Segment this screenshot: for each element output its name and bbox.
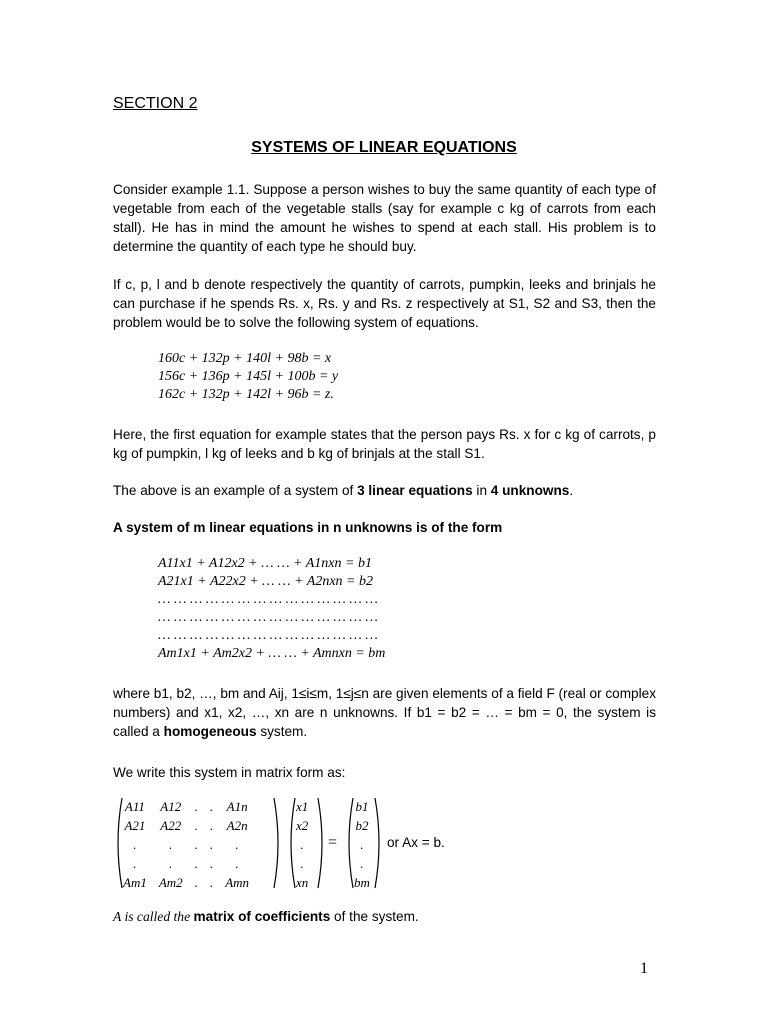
matrix-entry: .	[360, 836, 364, 852]
paragraph-where: where b1, b2, …, bm and Aij, 1≤i≤m, 1≤j≤n are given elements of a field F (real or complex numbers) and x1, x2, …, xn are n unknowns. If b1 = b2 = … = bm = 0, the system is called a homogeneous system.	[113, 686, 656, 739]
paragraph-matrix-form: We write this system in matrix form as:	[113, 765, 346, 780]
system-line: … … … … … … … … … … … … … …	[158, 628, 378, 643]
matrix-entry: A21	[124, 817, 146, 833]
matrix-entry: .	[209, 798, 214, 814]
constants-vector	[348, 797, 376, 892]
matrix-entry: .	[300, 836, 304, 852]
matrix-entry: A1n	[226, 798, 248, 814]
example-equations	[158, 350, 338, 404]
matrix-entry: .	[360, 855, 364, 871]
matrix-entry: Am2	[158, 874, 183, 890]
matrix-entry: b1	[355, 798, 369, 814]
equation-line: 160c + 132p + 140l + 98b = x	[158, 351, 332, 366]
matrix-entry: .	[209, 817, 214, 833]
paragraph-coefficients: A is called the matrix of coefficients of the system.	[113, 909, 419, 924]
matrix-entry: x2	[296, 817, 309, 833]
system-line: A11x1 + A12x2 + … … + A1nxn = b1	[158, 556, 372, 571]
matrix-entry: .	[235, 855, 239, 871]
equation-line: 162c + 132p + 142l + 96b = z.	[158, 387, 334, 402]
system-line: A21x1 + A22x2 + … … + A2nxn = b2	[158, 574, 373, 589]
matrix-entry: .	[209, 855, 214, 871]
matrix-entry: .	[194, 817, 198, 833]
matrix-entry: .	[194, 855, 198, 871]
matrix-entry: b2	[355, 817, 369, 833]
paragraph-general-form: A system of m linear equations in n unknowns is of the form	[113, 520, 503, 535]
matrix-entry: .	[194, 798, 198, 814]
system-line: … … … … … … … … … … … … … …	[158, 610, 378, 625]
matrix-entry: xn	[296, 874, 309, 890]
matrix-entry: Am1	[123, 874, 147, 890]
matrix-entry: .	[169, 836, 173, 852]
matrix-short-form: or Ax = b.	[387, 835, 445, 850]
right-paren-icon	[273, 797, 283, 889]
system-line: Am1x1 + Am2x2 + … … + Amnxn = bm	[158, 646, 386, 661]
general-system	[158, 555, 385, 663]
page-title: SYSTEMS OF LINEAR EQUATIONS	[251, 139, 517, 156]
matrix-entry: .	[235, 836, 239, 852]
equals-sign: =	[328, 834, 338, 851]
paragraph-explanation: Here, the first equation for example states that the person pays Rs. x for c kg of carrots, p kg of pumpkin, l kg of leeks and b kg of brinjals at the stall S1.	[113, 427, 656, 461]
matrix-entry: A12	[160, 798, 182, 814]
equation-line: 156c + 136p + 145l + 100b = y	[158, 369, 339, 384]
matrix-entry: .	[133, 836, 137, 852]
matrix-entry: x1	[296, 798, 309, 814]
matrix-entry: .	[209, 836, 214, 852]
matrix-entry: A2n	[226, 817, 248, 833]
system-line: … … … … … … … … … … … … … …	[158, 592, 378, 607]
paragraph-variables: If c, p, l and b denote respectively the quantity of carrots, pumpkin, leeks and brinjals he can purchase if he spends Rs. x, Rs. y and Rs. z respectively at S1, S2 and S3, then the problem would be to solve the following system of equations.	[113, 277, 656, 330]
matrix-entry: .	[300, 855, 304, 871]
matrix-entry: .	[194, 836, 198, 852]
matrix-entry: .	[133, 855, 137, 871]
matrix-entry: .	[169, 855, 173, 871]
matrix-entry: A11	[124, 798, 145, 814]
matrix-entry: A22	[160, 817, 182, 833]
matrix-entry: .	[194, 874, 198, 890]
section-heading: SECTION 2	[113, 95, 198, 112]
page-number: 1	[640, 960, 648, 977]
unknowns-vector	[290, 797, 314, 892]
right-paren-icon	[317, 797, 327, 889]
coefficient-matrix	[117, 797, 255, 892]
paragraph-example-summary: The above is an example of a system of 3 linear equations in 4 unknowns.	[113, 483, 574, 498]
matrix-entry: bm	[354, 874, 370, 890]
right-paren-icon	[374, 797, 384, 889]
matrix-entry: Amn	[225, 874, 250, 890]
paragraph-intro: Consider example 1.1. Suppose a person wishes to buy the same quantity of each type of vegetable from each of the vegetable stalls (say for example c kg of carrots from each stall). He has in mind the amount he wishes to spend at each stall. His problem is to determine the quantity of each type he should buy.	[113, 182, 656, 254]
matrix-entry: .	[209, 874, 214, 890]
